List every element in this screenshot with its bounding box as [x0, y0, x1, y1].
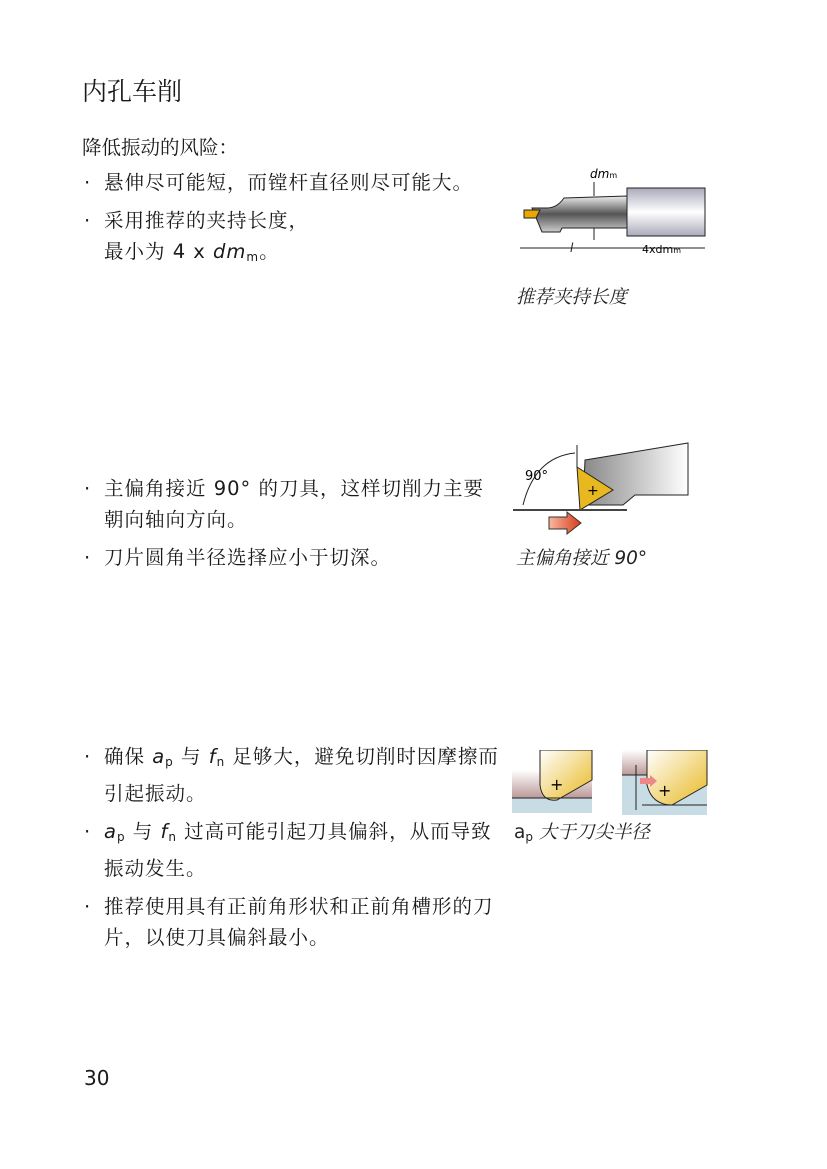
entering-angle-figure: [505, 435, 705, 545]
bullet-item: · 悬伸尽可能短，而镗杆直径则尽可能大。: [84, 171, 474, 194]
page-number: 30: [84, 1066, 110, 1090]
dm-label: dmm: [590, 167, 618, 181]
bullet-item: · 主偏角接近 90° 的刀具，这样切削力主要朝向轴向方向。: [84, 477, 484, 531]
svg-text:+: +: [658, 781, 672, 800]
figure3-caption: $a_p$ 大于刀尖半径: [514, 822, 650, 844]
bullet-item: · $a_p$ 与 $f_n$ 过高可能引起刀具偏斜，从而导致振动发生。: [84, 820, 492, 880]
bullet-item: · 采用推荐的夹持长度， 最小为 4 x $dm_m$。: [84, 209, 310, 264]
bullet-item: · 确保 $a_p$ 与 $f_n$ 足够大，避免切削时因摩擦而引起振动。: [84, 745, 499, 805]
page-title: 内孔车削: [82, 77, 183, 106]
depth-vs-nose-radius-figure: [512, 750, 712, 815]
svg-text:+: +: [550, 775, 564, 794]
section1-bullets: [82, 167, 502, 280]
figure1-caption: 推荐夹持长度: [516, 287, 628, 308]
svg-text:+: +: [587, 483, 599, 499]
section3-bullets: [82, 741, 502, 960]
l-label: l: [570, 241, 574, 255]
angle-label: 90°: [525, 469, 549, 484]
boring-bar-clamping-figure: [512, 160, 712, 260]
section2-bullets: [82, 473, 502, 580]
bullet-item: · 刀片圆角半径选择应小于切深。: [84, 546, 392, 569]
intro-text: 降低振动的风险：: [82, 136, 239, 159]
bullet-item: · 推荐使用具有正前角形状和正前角槽形的刀片，以使刀具偏斜最小。: [84, 895, 494, 949]
4dm-label: 4xdmm: [642, 243, 682, 256]
figure2-caption: 主偏角接近 90°: [516, 548, 648, 569]
